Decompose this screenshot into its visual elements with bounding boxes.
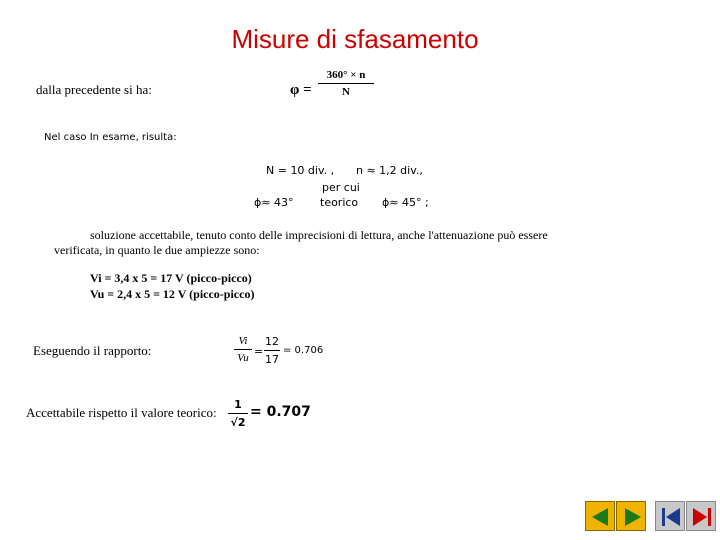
theory-den: √2	[230, 416, 246, 429]
formula-fraction	[318, 69, 374, 98]
formula-lhs: φ =	[290, 82, 312, 98]
first-page-button[interactable]	[655, 501, 685, 531]
theory-num: 1	[234, 398, 242, 411]
vu-line: Vu = 2,4 x 5 = 12 V (picco-picco)	[90, 287, 255, 301]
next-button[interactable]	[616, 501, 646, 531]
solution-line-1: soluzione accettabile, tenuto conto delle imprecisioni di lettura, anche l'attenuazione può essere	[90, 228, 548, 242]
phi-measured: ϕ≈ 43°	[254, 196, 294, 209]
theory-fraction	[228, 398, 248, 429]
case-text: Nel caso In esame, risulta:	[44, 132, 177, 143]
value-n: n ≈ 1,2 div.,	[356, 164, 423, 177]
ratio-lhs-num: Vi	[238, 335, 248, 347]
theory-result: = 0.707	[250, 404, 311, 420]
last-page-button[interactable]	[686, 501, 716, 531]
formula-denominator: N	[342, 86, 350, 98]
per-cui-text: per cui	[322, 181, 360, 194]
ratio-rhs-num: 12	[265, 335, 279, 348]
last-page-icon	[687, 502, 717, 532]
phi-theory: ϕ≈ 45° ;	[382, 196, 429, 209]
prev-button[interactable]	[585, 501, 615, 531]
next-arrow-icon	[617, 502, 647, 532]
page-title: Misure di sfasamento	[231, 24, 479, 54]
ratio-result: = 0.706	[283, 345, 324, 356]
first-page-icon	[656, 502, 686, 532]
ratio-lhs-fraction	[234, 335, 252, 364]
value-N: N = 10 div. ,	[266, 164, 335, 177]
vi-line: Vi = 3,4 x 5 = 17 V (picco-picco)	[90, 271, 252, 285]
ratio-lhs-den: Vu	[237, 352, 249, 364]
theory-label: Accettabile rispetto il valore teorico:	[26, 405, 217, 420]
intro-text: dalla precedente si ha:	[36, 82, 152, 97]
solution-line-2: verificata, in quanto le due ampiezze sono:	[54, 243, 260, 257]
formula-numerator: 360° × n	[326, 69, 366, 81]
ratio-label: Eseguendo il rapporto:	[33, 343, 152, 358]
ratio-eq1: =	[254, 345, 264, 358]
teorico-text: teorico	[320, 196, 359, 209]
prev-arrow-icon	[586, 502, 616, 532]
ratio-rhs-den: 17	[265, 353, 279, 366]
ratio-rhs-fraction	[264, 335, 280, 366]
